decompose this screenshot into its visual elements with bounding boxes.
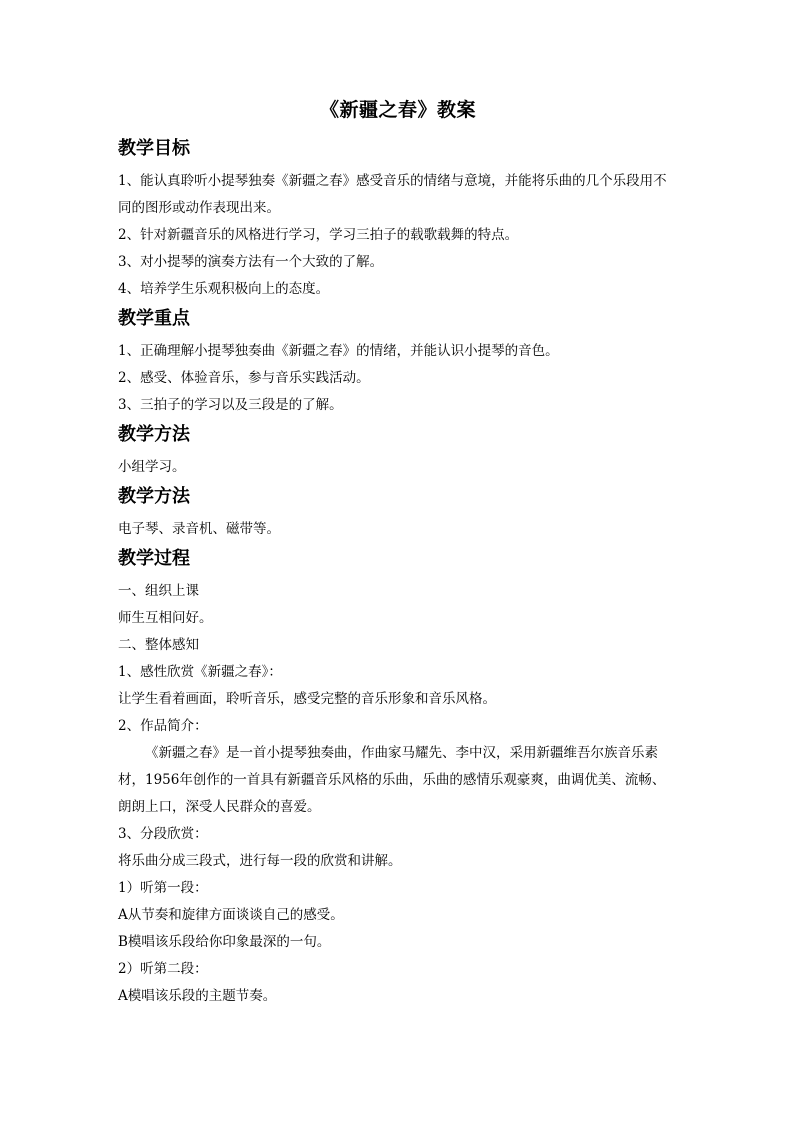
paragraph: 2、作品简介：: [118, 718, 208, 734]
paragraph: 二、整体感知: [118, 637, 199, 653]
paragraph: 一、组织上课: [118, 583, 199, 599]
section-teaching-method: [118, 422, 678, 481]
section-teaching-materials: [118, 484, 678, 543]
paragraph: 1）听第一段：: [118, 880, 208, 896]
paragraph: 让学生看着画面，聆听音乐，感受完整的音乐形象和音乐风格。: [118, 691, 496, 707]
paragraph: A从节奏和旋律方面谈谈自己的感受。: [118, 907, 344, 923]
paragraph: 3、分段欣赏：: [118, 826, 208, 842]
paragraph: 4、培养学生乐观积极向上的态度。: [118, 281, 330, 297]
paragraph: 2、感受、体验音乐，参与音乐实践活动。: [118, 370, 370, 386]
section-teaching-goals: [118, 136, 678, 303]
section-heading: 教学目标: [118, 138, 190, 159]
paragraph: 电子琴、录音机、磁带等。: [118, 521, 280, 537]
section-heading: 教学重点: [118, 308, 190, 329]
section-heading: 教学方法: [118, 486, 190, 507]
paragraph: 2）听第二段：: [118, 961, 208, 977]
paragraph: 小组学习。: [118, 459, 186, 475]
paragraph: 1、正确理解小提琴独奏曲《新疆之春》的情绪，并能认识小提琴的音色。: [118, 343, 559, 359]
paragraph: 3、三拍子的学习以及三段是的了解。: [118, 397, 343, 413]
document-page: [118, 96, 678, 1013]
paragraph: 1、感性欣赏《新疆之春》：: [118, 664, 282, 680]
paragraph: A模唱该乐段的主题节奏。: [118, 988, 277, 1004]
paragraph: 2、针对新疆音乐的风格进行学习，学习三拍子的载歌载舞的特点。: [118, 227, 519, 243]
section-heading: 教学方法: [118, 424, 190, 445]
paragraph: 师生互相问好。: [118, 610, 213, 626]
section-teaching-process: [118, 546, 678, 1010]
paragraph: 3、对小提琴的演奏方法有一个大致的了解。: [118, 254, 384, 270]
paragraph: 将乐曲分成三段式，进行每一段的欣赏和讲解。: [118, 853, 402, 869]
document-title: 《新疆之春》教案: [319, 99, 476, 121]
section-teaching-focus: [118, 306, 678, 419]
paragraph: B模唱该乐段给你印象最深的一句。: [118, 934, 331, 950]
paragraph-intro: 《新疆之春》是一首小提琴独奏曲，作曲家马耀先、李中汉，采用新疆维吾尔族音乐素材，1956年创作的一首具有新疆音乐风格的乐曲，乐曲的感情乐观豪爽，曲调优美、流畅、朗朗上口，深受人民群众的喜爱。: [118, 745, 666, 815]
section-heading: 教学过程: [118, 548, 190, 569]
paragraph: 1、能认真聆听小提琴独奏《新疆之春》感受音乐的情绪与意境，并能将乐曲的几个乐段用不同的图形或动作表现出来。: [118, 173, 667, 216]
